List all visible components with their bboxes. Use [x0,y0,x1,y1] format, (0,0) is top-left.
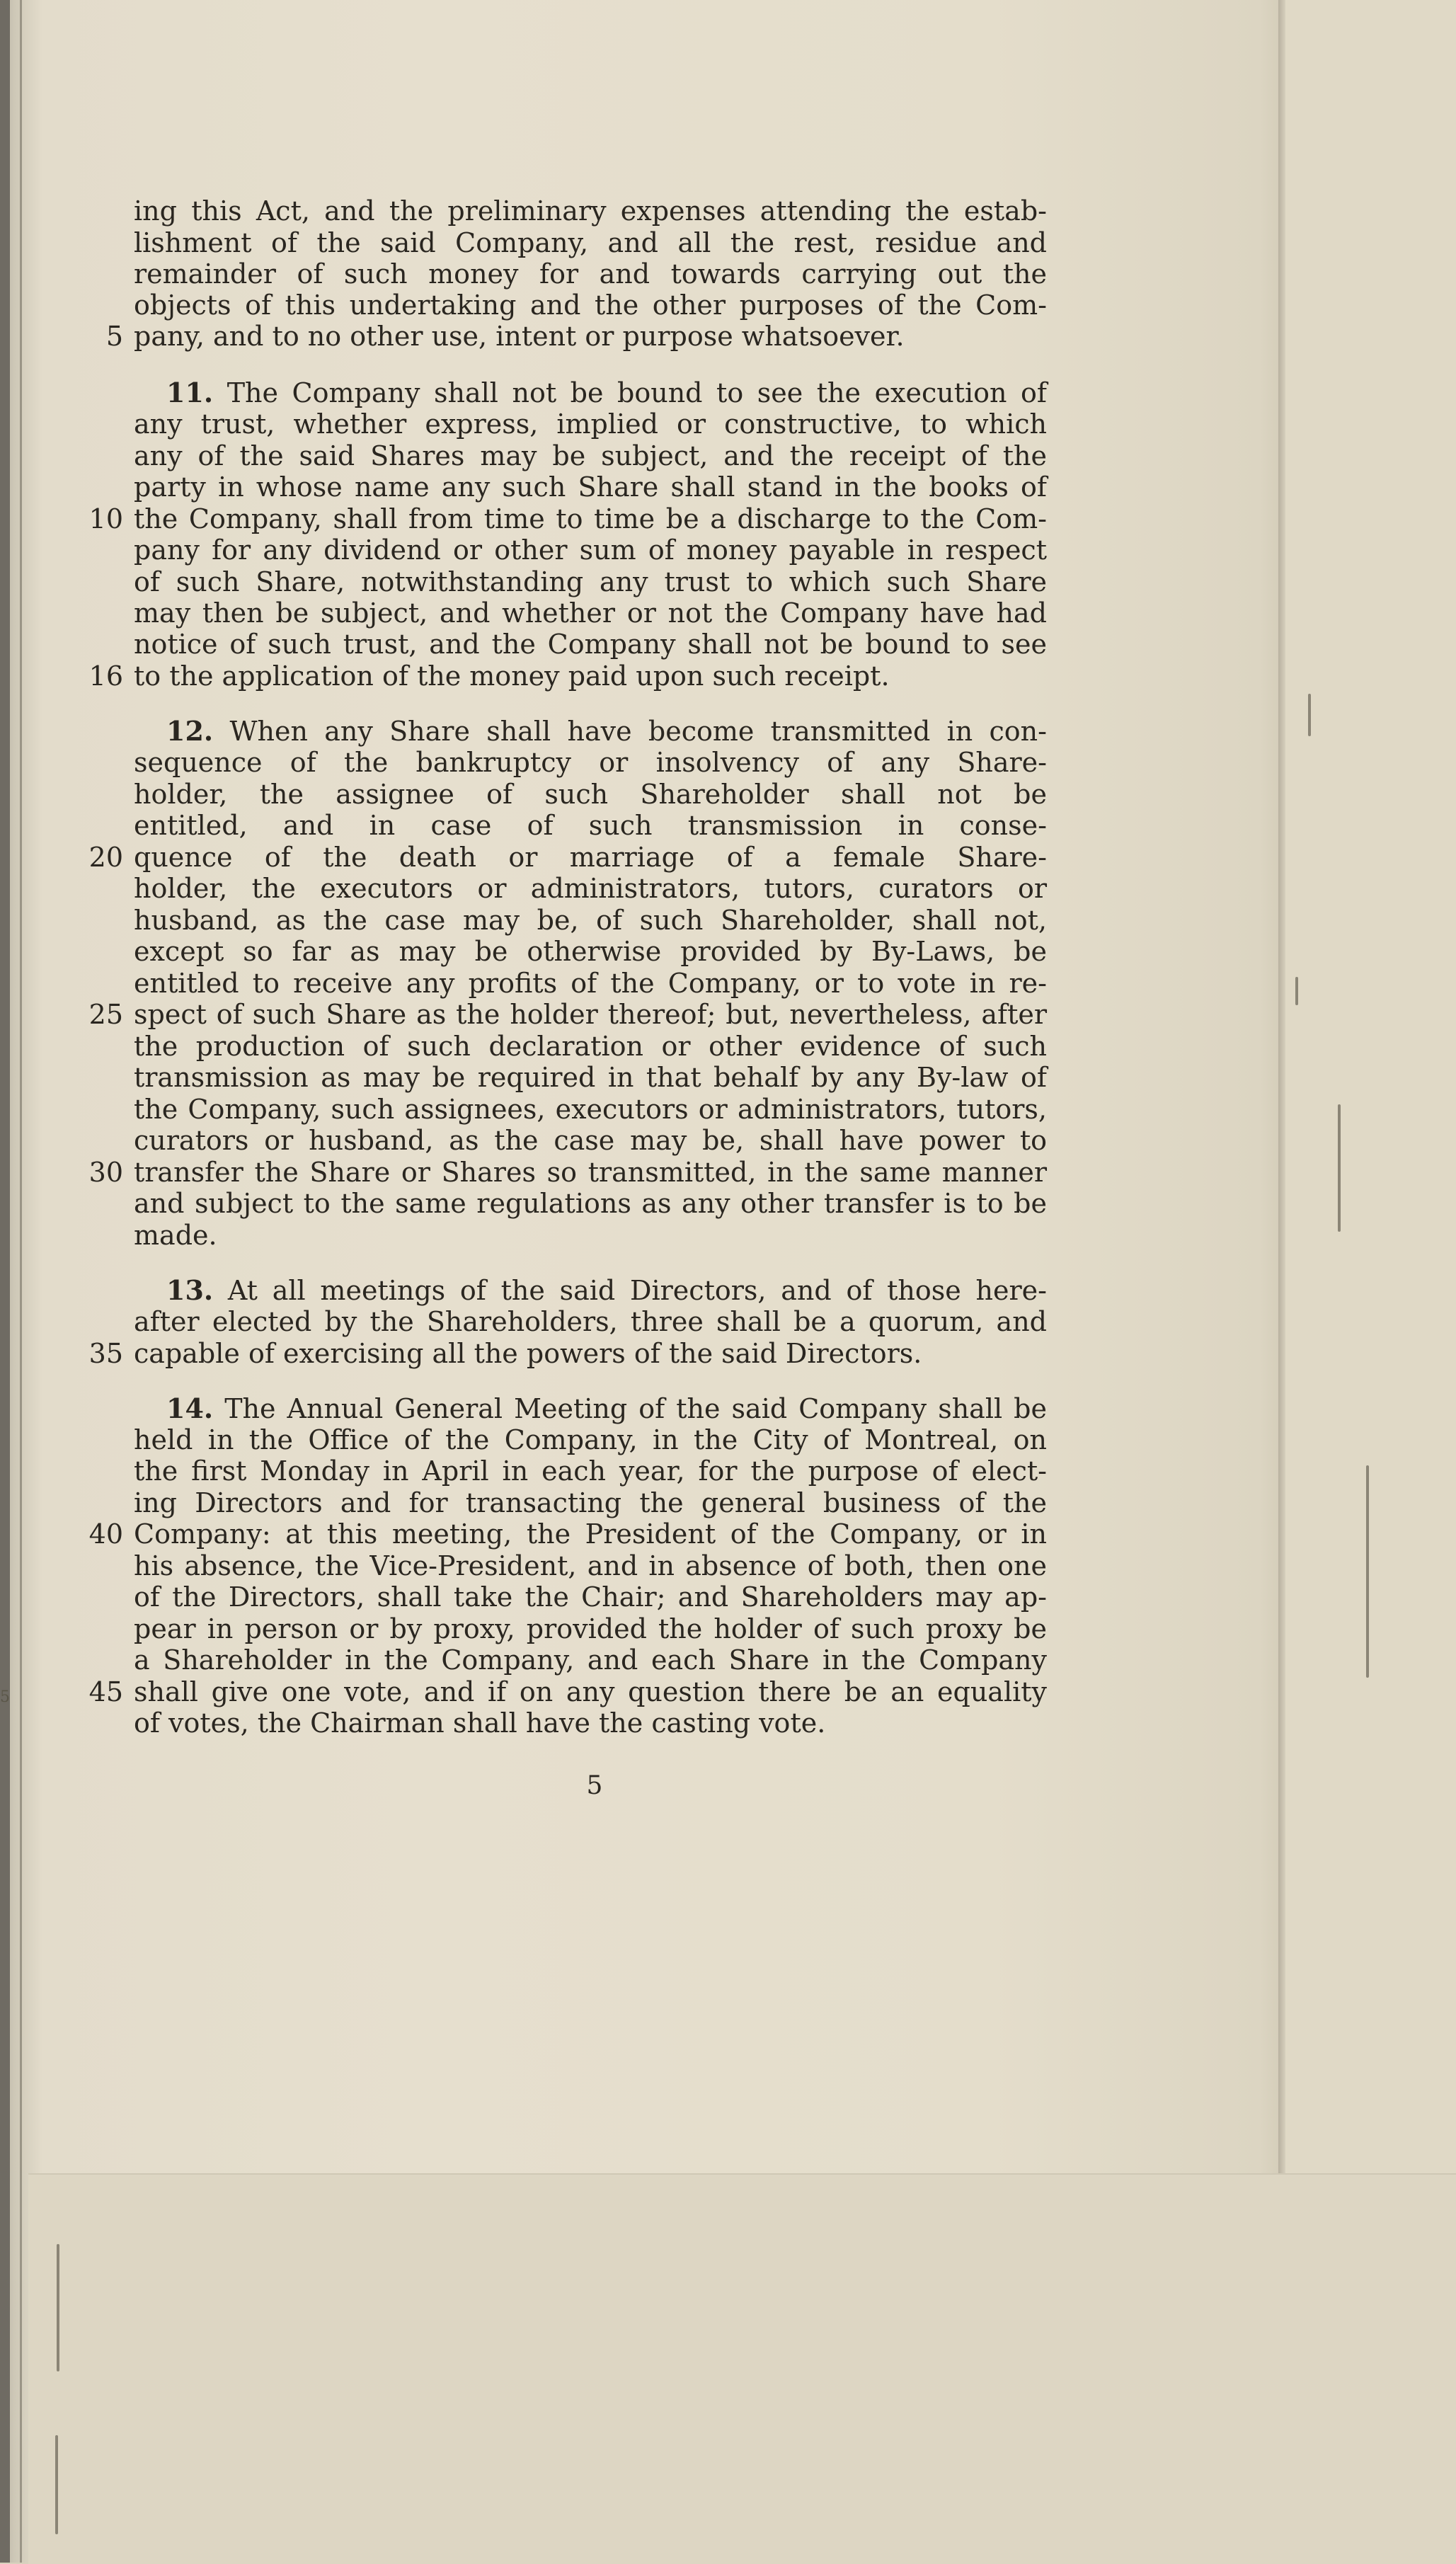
line-text: holder, the assignee of such Shareholder shall not be [134,779,1047,810]
text-line [134,408,1047,440]
line-text: capable of exercising all the powers of the said Directors. [134,1338,922,1369]
line-text: holder, the executors or administrators, tutors, curators or [134,873,1047,904]
text-line [134,1487,1047,1519]
line-text: made. [134,1220,217,1251]
line-text: of the Directors, shall take the Chair; and Shareholders may ap- [134,1581,1047,1613]
section-number: 13. [166,1274,214,1306]
line-text: quence of the death or marriage of a female Share- [134,842,1047,873]
text-line [134,1455,1047,1487]
line-text: held in the Office of the Company, in the City of Montreal, on [134,1424,1047,1455]
line-text: husband, as the case may be, of such Shareholder, shall not, [134,905,1047,936]
line-text: of votes, the Chairman shall have the casting vote. [134,1707,826,1739]
text-line [166,715,1047,748]
text-line [166,1392,1047,1425]
line-text: pany, and to no other use, intent or purpose whatsoever. [134,321,905,352]
text-line [134,841,1047,874]
line-text: transmission as may be required in that behalf by any By-law of [134,1062,1047,1093]
text-line [134,320,1047,353]
section-number: 12. [166,715,214,747]
line-text: remainder of such money for and towards carrying out the [134,258,1047,290]
line-text: any trust, whether express, implied or constructive, to which [134,408,1047,440]
text-line [134,1550,1047,1582]
text-line [134,1676,1047,1708]
text-line [134,1305,1047,1338]
text-line [134,258,1047,290]
line-text: except so far as may be otherwise provided by By-Laws, be [134,936,1047,967]
line-text: shall give one vote, and if on any question there be an equality [134,1676,1047,1707]
line-text: the first Monday in April in each year, for the purpose of elect- [134,1455,1047,1487]
line-text: of such Share, notwithstanding any trust to which such Share [134,566,1047,597]
text-line [134,1644,1047,1676]
line-text: pear in person or by proxy, provided the holder of such proxy be [134,1613,1047,1644]
line-text: objects of this undertaking and the other purposes of the Com- [134,290,1047,321]
text-line [134,195,1047,227]
text-line [166,377,1047,409]
line-number: 45 [88,1676,123,1707]
line-text: after elected by the Shareholders, three shall be a quorum, and [134,1306,1047,1337]
line-text: the Company, such assignees, executors or administrators, tutors, [134,1094,1047,1125]
text-line [134,503,1047,535]
line-text: Company: at this meeting, the President of the Company, or in [134,1518,1047,1550]
line-text: a Shareholder in the Company, and each Share in the Company [134,1644,1047,1676]
line-text: the Company, shall from time to time be a discharge to the Com- [134,503,1047,534]
line-text: The Company shall not be bound to see the execution of [227,377,1047,408]
text-line [134,1219,1047,1252]
text-line [134,628,1047,660]
text-line [134,809,1047,842]
line-text: entitled to receive any profits of the Company, or to vote in re- [134,968,1047,999]
line-text: curators or husband, as the case may be, shall have power to [134,1125,1047,1156]
line-number: 5 [105,321,123,352]
line-number: 25 [88,999,123,1030]
text-line [134,872,1047,905]
text-line [134,566,1047,598]
text-line [134,440,1047,472]
line-text: pany for any dividend or other sum of money payable in respect [134,534,1047,566]
line-text: ing this Act, and the preliminary expenses attending the estab- [134,195,1047,227]
line-text: any of the said Shares may be subject, and the receipt of the [134,440,1047,471]
text-line [134,1518,1047,1550]
line-number: 35 [88,1338,123,1369]
text-line [134,1124,1047,1157]
text-line [134,534,1047,566]
page-number: 5 [586,1771,603,1800]
line-text: The Annual General Meeting of the said Company shall be [224,1393,1047,1424]
text-line [134,935,1047,968]
line-text: spect of such Share as the holder thereof; but, nevertheless, after [134,999,1047,1030]
line-number: 10 [88,503,123,534]
line-text: When any Share shall have become transmitted in con- [229,716,1047,747]
line-number: 16 [88,660,123,692]
line-text: transfer the Share or Shares so transmitted, in the same manner [134,1157,1047,1188]
line-text: his absence, the Vice-President, and in absence of both, then one [134,1550,1047,1581]
text-line [134,746,1047,779]
text-line [134,1156,1047,1189]
line-text: party in whose name any such Share shall stand in the books of [134,471,1047,503]
text-line [134,967,1047,1000]
text-line [134,289,1047,321]
section-number: 11. [166,377,214,408]
line-text: entitled, and in case of such transmission in conse- [134,810,1047,841]
line-number: 30 [88,1157,123,1188]
line-text: lishment of the said Company, and all the rest, residue and [134,227,1047,258]
text-line [134,597,1047,629]
line-text: to the application of the money paid upon such receipt. [134,660,890,692]
text-line [134,1061,1047,1094]
text-line [134,1581,1047,1613]
text-line [134,998,1047,1031]
text-line [134,1337,1047,1370]
text-line [134,1424,1047,1456]
line-text: At all meetings of the said Directors, and of those here- [227,1275,1047,1306]
line-text: sequence of the bankruptcy or insolvency of any Share- [134,747,1047,778]
line-number: 20 [88,842,123,873]
section-number: 14. [166,1392,214,1424]
line-text: may then be subject, and whether or not the Company have had [134,597,1047,629]
text-line [134,660,1047,692]
line-text: and subject to the same regulations as any other transfer is to be [134,1188,1047,1219]
line-text: ing Directors and for transacting the general business of the [134,1487,1047,1518]
line-text: the production of such declaration or other evidence of such [134,1031,1047,1062]
text-line [134,1030,1047,1063]
text-line [134,1187,1047,1220]
line-number: 40 [88,1518,123,1550]
line-text: notice of such trust, and the Company shall not be bound to see [134,629,1047,660]
left-margin-mark: 5 [0,1688,10,1706]
text-line [134,227,1047,259]
text-line [166,1274,1047,1307]
text-line [134,904,1047,937]
text-line [134,1093,1047,1126]
text-line [134,471,1047,503]
text-line [134,778,1047,811]
text-line [134,1613,1047,1645]
text-line [134,1707,1047,1739]
